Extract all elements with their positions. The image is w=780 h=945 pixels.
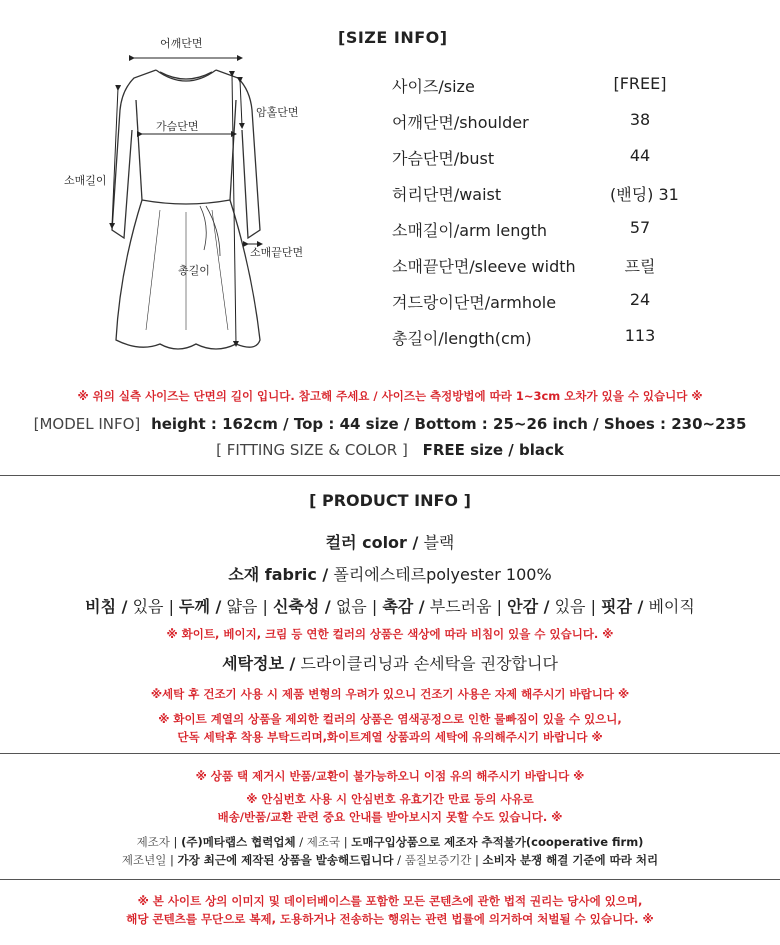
date-label: 제조년일 [121, 853, 167, 867]
country-value: 도매구입상품으로 제조자 추적불가(cooperative firm) [351, 835, 644, 849]
manufacture-date-line: 제조년일 | 가장 최근에 제작된 상품을 발송해드립니다 / 품질보증기간 | 소비자 분쟁 해결 기준에 따라 처리 [121, 853, 659, 867]
size-value: 44 [629, 146, 651, 165]
fitting-info [0, 441, 780, 459]
wash-notice: ※세탁 후 건조기 사용 시 제품 변형의 우려가 있으니 건조기 사용은 자제 해주시기 바랍니다 ※ [150, 687, 630, 701]
size-row [392, 146, 692, 182]
attr-value: 없음 [335, 597, 367, 616]
attr-key: 촉감 / [382, 597, 425, 616]
wash-label: 세탁정보 / [222, 654, 296, 673]
total-length-dim-label: 총길이 [178, 264, 210, 277]
size-row [392, 218, 692, 254]
size-label: 겨드랑이단면/armhole [392, 293, 557, 312]
size-row [392, 254, 692, 290]
model-info-label: [MODEL INFO] [33, 415, 141, 433]
maker-value: (주)메타랩스 협력업체 [181, 835, 296, 849]
size-value: (밴딩) 31 [610, 185, 679, 204]
country-label: 제조국 [306, 835, 341, 849]
size-value: 57 [629, 218, 651, 237]
divider [0, 475, 780, 476]
maker-label: 제조자 [136, 835, 170, 849]
sleeve-length-dim-label: 소매길이 [64, 174, 107, 187]
attr-value: 부드러움 [429, 597, 492, 616]
policy-notice: 배송/반품/교환 관련 중요 안내를 받아보시지 못할 수도 있습니다. ※ [217, 810, 563, 824]
color-line [0, 530, 780, 553]
copyright-notice: 해당 콘텐츠를 무단으로 복제, 도용하거나 전송하는 행위는 관련 법률에 의거하여 처벌될 수 있습니다. ※ [126, 912, 654, 926]
attributes-line: 비침 / 있음 | 두께 / 얇음 | 신축성 / 없음 | 촉감 / 부드러움 | 안감 / 있음 | 핏감 / 베이직 [85, 597, 695, 616]
size-row [392, 290, 692, 326]
size-label: 어깨단면/shoulder [392, 113, 529, 132]
size-label: 사이즈/size [392, 77, 475, 96]
manufacturer-line: 제조자 | (주)메타랩스 협력업체 / 제조국 | 도매구입상품으로 제조자 추적불가(cooperative firm) [136, 835, 644, 849]
wash-line [0, 651, 780, 674]
attr-key: 핏감 / [601, 597, 644, 616]
armhole-dim-label: 암홀단면 [256, 106, 299, 119]
size-info-title: [SIZE INFO] [338, 28, 448, 47]
policy-notice: ※ 안심번호 사용 시 안심번호 유효기간 만료 등의 사유로 [246, 792, 534, 806]
copyright-notice: ※ 본 사이트 상의 이미지 및 데이터베이스를 포함한 모든 콘텐츠에 관한 법적 권리는 당사에 있으며, [137, 894, 643, 908]
model-info [0, 415, 780, 433]
wash-notice: 단독 세탁후 착용 부탁드리며,화이트계열 상품과의 세탁에 유의해주시기 바랍니다 ※ [177, 730, 603, 744]
size-value: 38 [629, 110, 651, 129]
attr-value: 베이직 [648, 597, 695, 616]
model-info-details: height : 162cm / Top : 44 size / Bottom : 25~26 inch / Shoes : 230~235 [151, 415, 747, 433]
bust-dim-label: 가슴단면 [156, 120, 199, 133]
color-label: 컬러 color / [325, 533, 419, 552]
size-value: 24 [629, 290, 651, 309]
size-label: 가슴단면/bust [392, 149, 495, 168]
size-label: 소매길이/arm length [392, 221, 547, 240]
sheer-notice: ※ 화이트, 베이지, 크림 등 연한 컬러의 상품은 색상에 따라 비침이 있을 수 있습니다. ※ [166, 627, 614, 641]
divider [0, 753, 780, 754]
sleeve-end-dim-label: 소매끝단면 [250, 246, 304, 259]
fabric-label: 소재 fabric / [228, 565, 329, 584]
attr-key: 두께 / [179, 597, 222, 616]
size-label: 소매끝단면/sleeve width [392, 257, 576, 276]
product-info-title: [ PRODUCT INFO ] [309, 491, 471, 510]
color-value: 블랙 [423, 533, 455, 552]
wash-notice: ※ 화이트 계열의 상품을 제외한 컬러의 상품은 염색공정으로 인한 물빠짐이 있을 수 있으니, [158, 712, 622, 726]
fitting-details: FREE size / black [422, 441, 564, 459]
measurement-notice: ※ 위의 실측 사이즈는 단면의 길이 입니다. 참고해 주세요 / 사이즈는 측정방법에 따라 1~3cm 오차가 있을 수 있습니다 ※ [77, 389, 703, 403]
attr-value: 있음 [554, 597, 586, 616]
size-row [392, 326, 692, 362]
date-value: 가장 최근에 제작된 상품을 발송해드립니다 [177, 853, 394, 867]
warranty-label: 품질보증기간 [404, 853, 472, 867]
size-value: [FREE] [613, 74, 667, 93]
size-value: 프릴 [624, 257, 656, 276]
fitting-label: [ FITTING SIZE & COLOR ] [216, 441, 408, 459]
policy-notice: ※ 상품 택 제거시 반품/교환이 불가능하오니 이점 유의 해주시기 바랍니다 ※ [195, 769, 585, 783]
fabric-line [0, 562, 780, 585]
divider [0, 879, 780, 880]
size-label: 허리단면/waist [392, 185, 502, 204]
size-label: 총길이/length(cm) [392, 329, 532, 348]
attr-value: 얇음 [226, 597, 258, 616]
wash-value: 드라이클리닝과 손세탁을 권장합니다 [300, 654, 558, 673]
attr-key: 신축성 / [272, 597, 331, 616]
dress-diagram [60, 30, 360, 370]
attr-value: 있음 [132, 597, 164, 616]
attr-key: 안감 / [507, 597, 550, 616]
fabric-value: 폴리에스테르polyester 100% [333, 565, 552, 584]
size-row [392, 74, 692, 110]
size-value: 113 [624, 326, 656, 345]
warranty-value: 소비자 분쟁 해결 기준에 따라 처리 [482, 853, 659, 867]
attr-key: 비침 / [85, 597, 128, 616]
shoulder-dim-label: 어깨단면 [160, 37, 203, 50]
size-row [392, 182, 692, 218]
size-row [392, 110, 692, 146]
